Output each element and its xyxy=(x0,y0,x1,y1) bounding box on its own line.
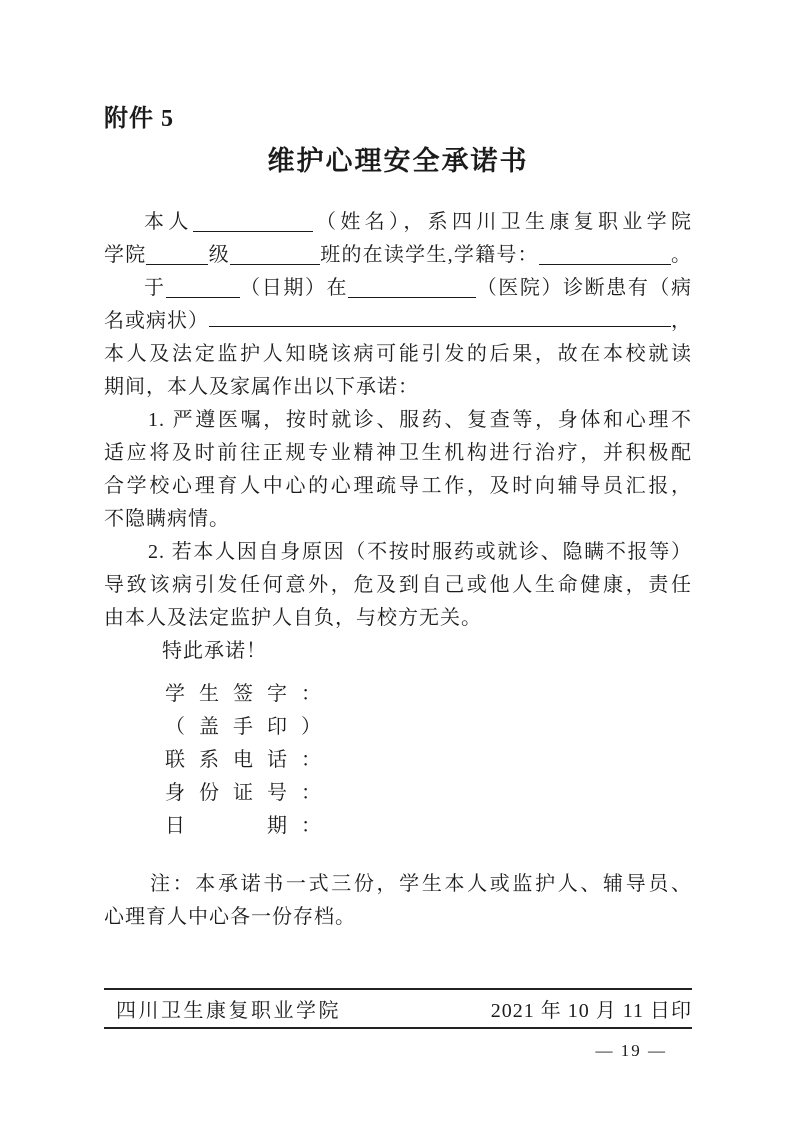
blank-field xyxy=(166,297,240,298)
text-run: （医院）诊断患有（病 xyxy=(476,277,693,299)
text-run: ， xyxy=(671,310,692,332)
text-run: 导致该病引发任何意外，危及到自己或他人生命健康，责任 xyxy=(104,574,692,596)
text-run: 联系电话： xyxy=(165,749,335,771)
text-line xyxy=(104,868,692,901)
text-run: 本人及法定监护人知晓该病可能引发的后果，故在本校就读 xyxy=(104,343,692,365)
text-run: 日 期： xyxy=(165,815,335,837)
footer-bar xyxy=(104,988,692,1029)
text-line xyxy=(165,678,692,711)
text-line xyxy=(165,777,692,810)
text-run: 注：本承诺书一式三份，学生本人或监护人、辅导员、 xyxy=(150,873,692,895)
text-run: （姓名），系四川卫生康复职业学院 xyxy=(312,211,693,233)
text-run: 心理育人中心各一份存档。 xyxy=(104,906,356,928)
school-name: 四川卫生康复职业学院 xyxy=(116,1000,341,1022)
text-line xyxy=(104,272,692,305)
text-line xyxy=(104,239,692,272)
blank-field xyxy=(539,264,671,265)
text-line xyxy=(104,536,692,569)
text-line xyxy=(165,711,692,744)
text-line xyxy=(104,338,692,371)
text-run: 期间，本人及家属作出以下承诺： xyxy=(104,376,419,398)
blank-field xyxy=(348,297,476,298)
text-run: 本人 xyxy=(144,211,193,233)
document-title: 维护心理安全承诺书 xyxy=(267,146,529,176)
body-text xyxy=(104,206,692,668)
text-run: 学生签字： xyxy=(165,683,335,705)
text-line xyxy=(104,569,692,602)
text-run: （日期）在 xyxy=(239,277,349,299)
text-run: 班的在读学生,学籍号： xyxy=(319,244,539,266)
note-block xyxy=(104,868,692,934)
text-line xyxy=(104,404,692,437)
text-line xyxy=(104,305,692,338)
text-run: 。 xyxy=(670,244,693,266)
text-line xyxy=(165,744,692,777)
text-run: 不隐瞒病情。 xyxy=(104,508,230,530)
text-line xyxy=(104,206,692,239)
text-run: 特此承诺！ xyxy=(162,640,267,662)
text-run: 由本人及法定监护人自负，与校方无关。 xyxy=(104,607,482,629)
blank-field xyxy=(193,231,313,232)
text-line xyxy=(104,503,692,536)
text-line xyxy=(104,602,692,635)
text-run: 2. 若本人因自身原因（不按时服药或就诊、隐瞒不报等） xyxy=(148,541,692,563)
signature-block xyxy=(165,678,692,843)
text-line xyxy=(104,437,692,470)
text-line xyxy=(104,371,692,404)
page-number: — 19 — xyxy=(595,1041,667,1060)
text-run: 1. 严遵医嘱，按时就诊、服药、复查等，身体和心理不 xyxy=(148,409,692,431)
text-run: 于 xyxy=(144,277,166,299)
text-line xyxy=(104,635,692,668)
text-run: 适应将及时前往正规专业精神卫生机构进行治疗，并积极配 xyxy=(104,442,692,464)
print-date: 2021 年 10 月 11 日印 xyxy=(490,1000,692,1022)
text-run: 级 xyxy=(208,244,230,266)
blank-field xyxy=(230,264,320,265)
text-line xyxy=(104,470,692,503)
blank-field xyxy=(146,264,208,265)
text-run: 名或病状） xyxy=(104,310,209,332)
text-run: 学院 xyxy=(104,244,147,266)
text-run: （盖手印） xyxy=(165,716,335,738)
text-run: 身份证号： xyxy=(165,782,335,804)
text-run: 合学校心理育人中心的心理疏导工作，及时向辅导员汇报， xyxy=(104,475,692,497)
text-line xyxy=(165,810,692,843)
blank-field xyxy=(209,326,671,327)
text-line xyxy=(104,901,692,934)
attachment-label: 附件 5 xyxy=(104,106,174,132)
